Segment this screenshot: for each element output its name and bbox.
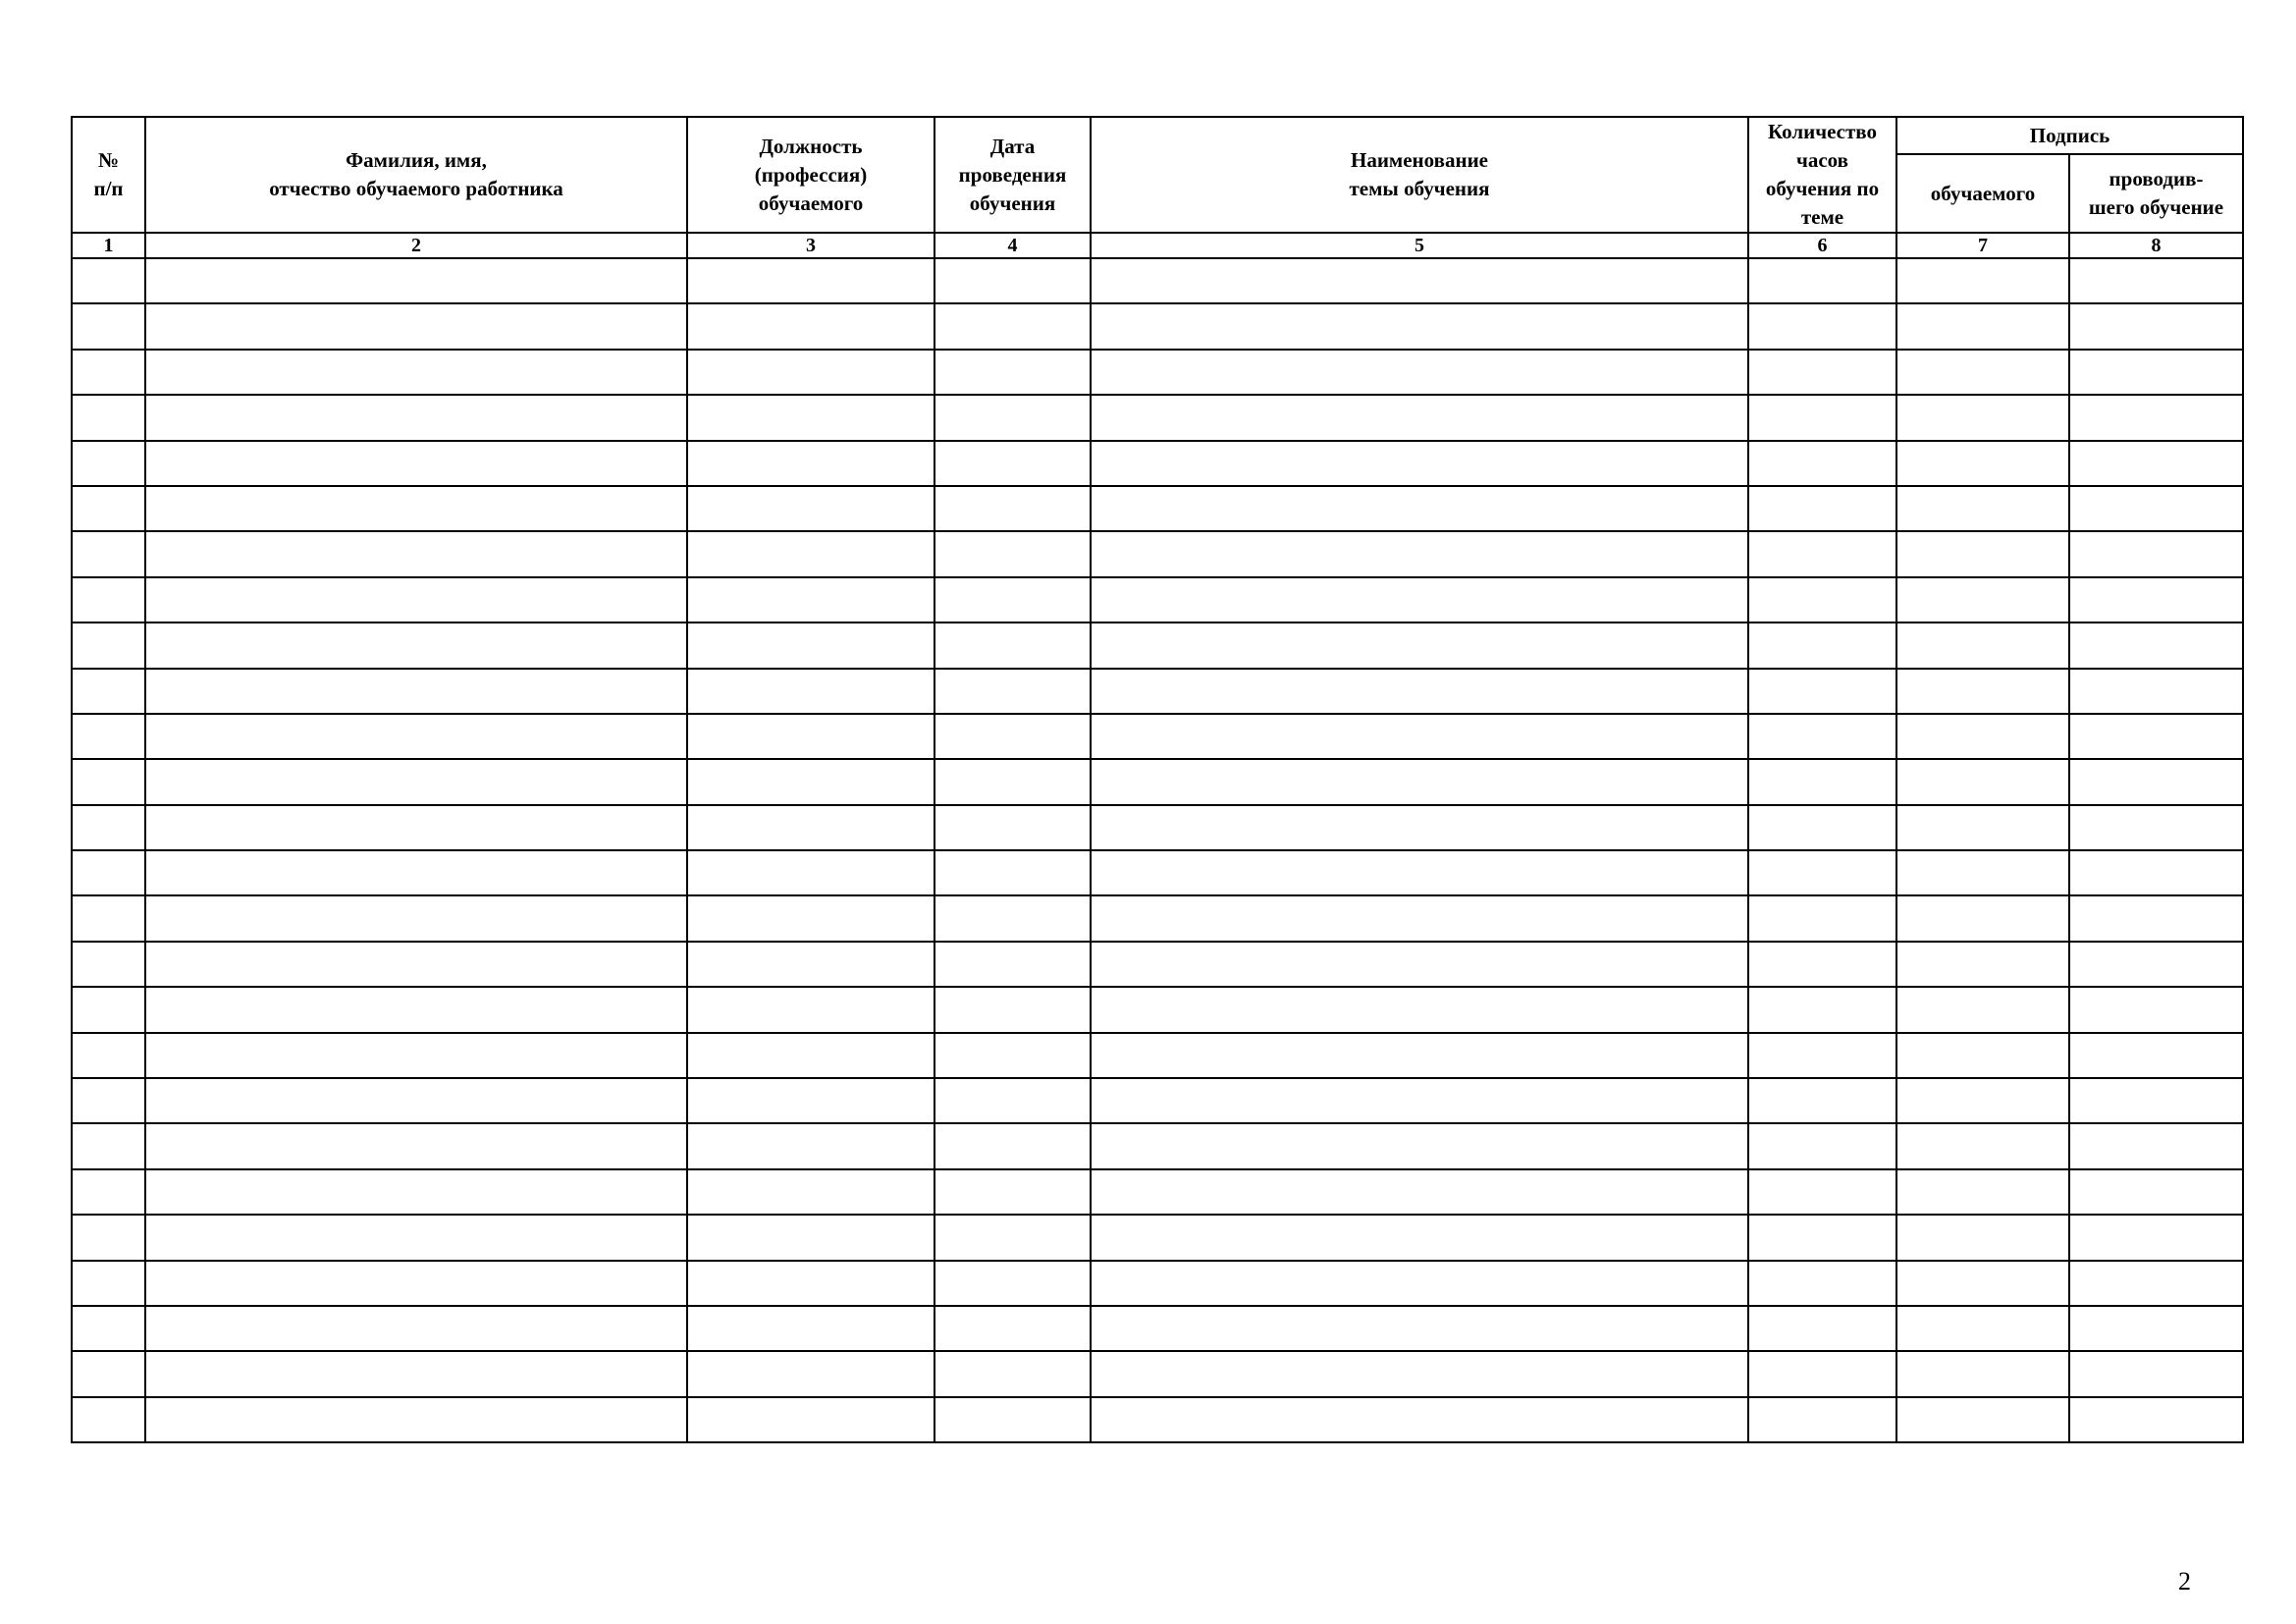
table-row [72,895,2243,941]
table-cell [145,441,687,486]
table-cell [72,577,145,623]
table-cell [934,441,1091,486]
table-cell [72,895,145,941]
table-cell [1748,577,1896,623]
table-row [72,942,2243,987]
table-cell [687,577,934,623]
table-row [72,805,2243,850]
table-cell [687,759,934,804]
column-number: 1 [72,233,145,258]
table-cell [2069,1397,2243,1442]
table-cell [145,395,687,440]
header-position: Должность (профессия) обучаемого [687,117,934,233]
table-cell [72,1215,145,1260]
table-cell [687,395,934,440]
table-cell [1896,1169,2069,1215]
table-cell [934,1033,1091,1078]
table-cell [1091,1123,1748,1168]
header-signature: Подпись [1896,117,2243,154]
table-cell [1748,395,1896,440]
table-cell [1748,714,1896,759]
table-cell [2069,1078,2243,1123]
table-cell [72,350,145,395]
table-cell [1748,942,1896,987]
table-cell [72,623,145,668]
table-cell [687,850,934,895]
table-cell [1091,669,1748,714]
table-row [72,850,2243,895]
column-number: 5 [1091,233,1748,258]
table-cell [1748,1351,1896,1396]
table-cell [2069,1123,2243,1168]
table-cell [2069,350,2243,395]
table-cell [72,303,145,349]
table-row [72,1033,2243,1078]
table-cell [2069,486,2243,531]
table-cell [1896,350,2069,395]
table-cell [934,258,1091,303]
table-cell [1091,258,1748,303]
table-row [72,441,2243,486]
table-cell [1896,714,2069,759]
table-row [72,303,2243,349]
table-cell [934,531,1091,576]
table-cell [1748,531,1896,576]
table-cell [1896,531,2069,576]
table-cell [687,805,934,850]
table-cell [1896,1261,2069,1306]
table-cell [72,987,145,1032]
table-cell [687,350,934,395]
table-cell [2069,395,2243,440]
column-number: 3 [687,233,934,258]
table-cell [2069,531,2243,576]
table-cell [1896,623,2069,668]
column-number: 2 [145,233,687,258]
table-cell [1091,850,1748,895]
table-cell [687,1351,934,1396]
table-cell [934,669,1091,714]
table-cell [1091,1351,1748,1396]
table-cell [934,850,1091,895]
header-sig-trainee: обучаемого [1896,154,2069,233]
table-cell [687,1078,934,1123]
table-cell [2069,942,2243,987]
table-cell [1748,1397,1896,1442]
table-cell [72,1306,145,1351]
table-row [72,1306,2243,1351]
table-cell [687,1261,934,1306]
table-cell [1896,395,2069,440]
table-cell [1748,805,1896,850]
table-cell [1091,987,1748,1032]
table-cell [1748,486,1896,531]
table-cell [145,1397,687,1442]
table-cell [1091,486,1748,531]
table-cell [145,486,687,531]
table-cell [687,441,934,486]
header-hours: Количество часов обучения по теме [1748,117,1896,233]
table-cell [2069,1169,2243,1215]
table-cell [934,1078,1091,1123]
column-number: 4 [934,233,1091,258]
page-number: 2 [2178,1567,2191,1596]
table-cell [1896,1351,2069,1396]
table-cell [934,714,1091,759]
table-cell [2069,669,2243,714]
table-cell [2069,1351,2243,1396]
table-cell [1748,1123,1896,1168]
table-cell [934,1397,1091,1442]
table-cell [2069,714,2243,759]
header-num: № п/п [72,117,145,233]
table-cell [1896,577,2069,623]
table-cell [1748,623,1896,668]
table-cell [145,669,687,714]
table-cell [145,623,687,668]
table-cell [1748,1261,1896,1306]
table-cell [72,1397,145,1442]
table-cell [1896,303,2069,349]
table-cell [687,987,934,1032]
table-cell [72,1351,145,1396]
header-fio: Фамилия, имя, отчество обучаемого работника [145,117,687,233]
table-row [72,987,2243,1032]
table-cell [72,1261,145,1306]
table-cell [687,1123,934,1168]
table-cell [1091,805,1748,850]
table-cell [1748,1078,1896,1123]
table-cell [2069,1033,2243,1078]
table-cell [2069,577,2243,623]
column-number: 6 [1748,233,1896,258]
table-cell [72,486,145,531]
column-number: 7 [1896,233,2069,258]
table-cell [145,258,687,303]
table-cell [1091,303,1748,349]
table-cell [145,895,687,941]
table-row [72,1261,2243,1306]
table-cell [1896,805,2069,850]
table-cell [72,1078,145,1123]
header-topic: Наименование темы обучения [1091,117,1748,233]
table-cell [2069,1215,2243,1260]
table-cell [934,303,1091,349]
table-cell [145,1033,687,1078]
table-cell [687,486,934,531]
table-row [72,350,2243,395]
table-cell [1091,577,1748,623]
table-cell [934,1215,1091,1260]
table-cell [934,1123,1091,1168]
table-row [72,623,2243,668]
table-cell [1896,258,2069,303]
table-cell [72,258,145,303]
column-number-row [72,233,2243,258]
table-cell [1896,1123,2069,1168]
table-cell [72,395,145,440]
table-cell [145,805,687,850]
table-row [72,1123,2243,1168]
table-cell [1748,669,1896,714]
table-cell [2069,895,2243,941]
table-cell [1091,1033,1748,1078]
table-cell [1748,987,1896,1032]
table-cell [1896,850,2069,895]
table-row [72,1215,2243,1260]
table-cell [687,303,934,349]
table-cell [934,1169,1091,1215]
table-cell [2069,303,2243,349]
table-cell [934,1351,1091,1396]
table-row [72,395,2243,440]
table-cell [72,942,145,987]
table-cell [934,942,1091,987]
table-cell [1748,1215,1896,1260]
table-cell [72,1169,145,1215]
table-cell [1896,987,2069,1032]
table-cell [2069,987,2243,1032]
table-cell [145,303,687,349]
table-cell [1896,669,2069,714]
table-cell [687,531,934,576]
table-cell [1748,303,1896,349]
table-cell [1896,1215,2069,1260]
table-cell [72,531,145,576]
table-cell [934,486,1091,531]
table-cell [687,669,934,714]
table-cell [72,714,145,759]
table-cell [1091,1261,1748,1306]
table-cell [1091,1397,1748,1442]
table-cell [1896,895,2069,941]
table-cell [934,1261,1091,1306]
table-cell [2069,759,2243,804]
table-cell [72,669,145,714]
table-cell [72,805,145,850]
table-cell [1091,1169,1748,1215]
table-row [72,1351,2243,1396]
table-cell [1896,759,2069,804]
table-cell [72,441,145,486]
table-cell [145,714,687,759]
table-cell [1091,1306,1748,1351]
table-cell [687,623,934,668]
table-row [72,258,2243,303]
table-cell [1748,1306,1896,1351]
table-cell [1091,441,1748,486]
table-cell [145,850,687,895]
table-row [72,669,2243,714]
table-cell [1896,486,2069,531]
table-cell [145,531,687,576]
table-cell [934,759,1091,804]
table-cell [1091,942,1748,987]
table-cell [145,577,687,623]
table-cell [687,942,934,987]
table-cell [1091,759,1748,804]
table-cell [934,895,1091,941]
table-row [72,759,2243,804]
table-cell [1748,1033,1896,1078]
table-cell [687,895,934,941]
table-cell [934,805,1091,850]
table-cell [687,714,934,759]
table-cell [145,942,687,987]
table-cell [145,987,687,1032]
table-cell [1091,895,1748,941]
table-cell [1896,1397,2069,1442]
table-row [72,577,2243,623]
table-cell [1896,1078,2069,1123]
table-cell [145,1215,687,1260]
table-cell [145,1123,687,1168]
table-cell [2069,258,2243,303]
header-sig-trainer: проводив- шего обучение [2069,154,2243,233]
table-cell [1091,1078,1748,1123]
table-cell [72,1123,145,1168]
training-journal-table [71,116,2244,1443]
table-cell [1091,623,1748,668]
table-cell [1091,531,1748,576]
table-cell [1091,395,1748,440]
table-cell [1748,895,1896,941]
table-cell [145,759,687,804]
table-cell [2069,1261,2243,1306]
table-cell [1748,759,1896,804]
table-cell [687,1169,934,1215]
table-cell [687,1033,934,1078]
table-cell [145,1078,687,1123]
table-cell [687,1215,934,1260]
table-row [72,486,2243,531]
column-number: 8 [2069,233,2243,258]
table-cell [1748,850,1896,895]
table-cell [1748,1169,1896,1215]
table-cell [145,1306,687,1351]
table-cell [1896,1306,2069,1351]
table-cell [934,623,1091,668]
table-cell [1748,441,1896,486]
table-cell [1091,1215,1748,1260]
table-row [72,1078,2243,1123]
table-cell [145,1351,687,1396]
table-cell [72,759,145,804]
header-date: Дата проведения обучения [934,117,1091,233]
table-cell [687,258,934,303]
table-cell [72,1033,145,1078]
table-cell [1896,441,2069,486]
table-cell [1091,350,1748,395]
table-cell [1748,350,1896,395]
table-cell [1896,942,2069,987]
table-row [72,714,2243,759]
table-cell [1091,714,1748,759]
table-cell [2069,805,2243,850]
table-cell [934,350,1091,395]
table-cell [2069,623,2243,668]
table-cell [687,1397,934,1442]
table-cell [145,1261,687,1306]
table-row [72,1397,2243,1442]
table-cell [145,350,687,395]
table-cell [1748,258,1896,303]
table-cell [934,1306,1091,1351]
table-cell [2069,441,2243,486]
table-row [72,531,2243,576]
table-cell [2069,850,2243,895]
table-cell [1896,1033,2069,1078]
table-cell [2069,1306,2243,1351]
table-cell [72,850,145,895]
table-row [72,1169,2243,1215]
journal-body [72,258,2243,1442]
table-cell [934,395,1091,440]
table-cell [934,577,1091,623]
table-cell [934,987,1091,1032]
table-cell [145,1169,687,1215]
table-cell [687,1306,934,1351]
